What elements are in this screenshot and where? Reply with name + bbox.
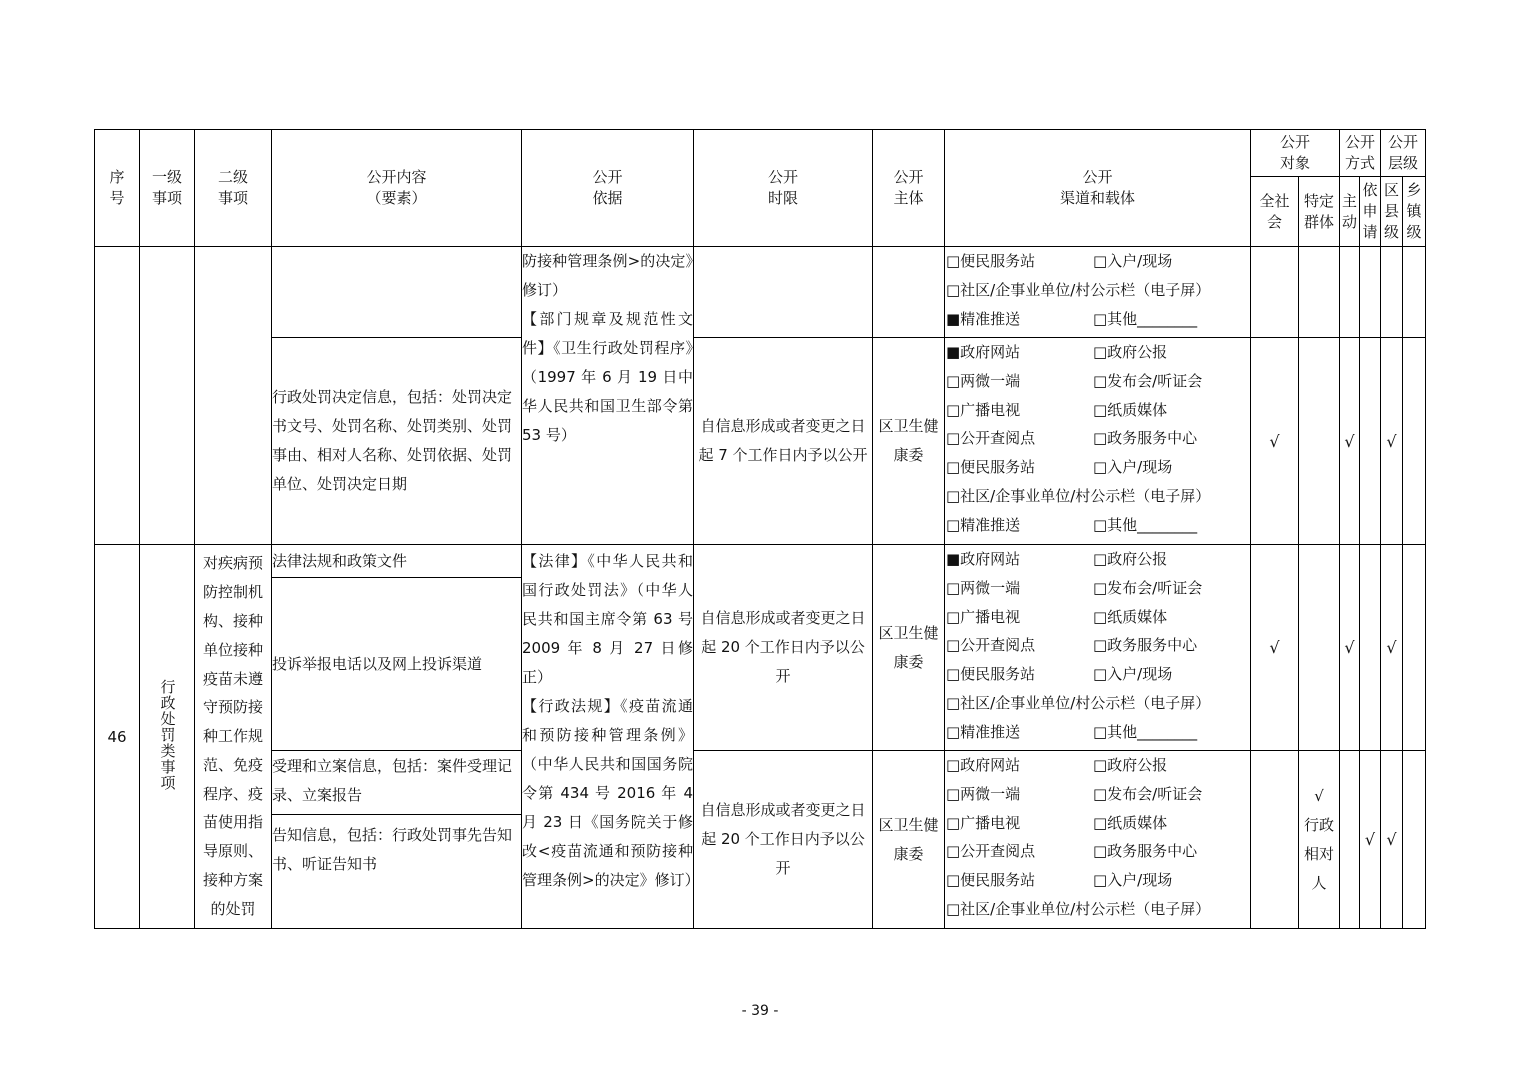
- disclosure-table: [94, 129, 1426, 929]
- check-mark: √: [1386, 830, 1397, 849]
- channel-option: □纸质媒体: [1093, 813, 1168, 832]
- header-level2: 二级 事项: [195, 130, 272, 247]
- channel-option: □社区/企事业单位/村公示栏（电子屏）: [946, 899, 1211, 918]
- channel-option: □广播电视: [946, 813, 1021, 832]
- check-mark: √: [1364, 830, 1376, 849]
- level2-text: 对疾病预防控制机构、接种单位接种疫苗未遵守预防接种工作规范、免疫程序、疫苗使用指导原则、接种方案的处罚: [202, 554, 263, 918]
- level1-text: 行政处罚类事项: [158, 678, 177, 791]
- channel-list-a: [945, 247, 1250, 333]
- header-basis: 公开 依据: [522, 130, 694, 247]
- channel-cell-46-2: [945, 751, 1251, 929]
- channel-list-46-1: [945, 545, 1250, 747]
- method-active-cell-a: [1340, 247, 1360, 338]
- channel-option: □政府网站: [946, 756, 1021, 774]
- header-level: 公开 层级: [1381, 130, 1426, 177]
- header-level1: 一级 事项: [140, 130, 195, 247]
- channel-option-row: [946, 866, 1250, 895]
- channel-option: □政府公报: [1093, 343, 1168, 361]
- channel-option-row: [946, 338, 1250, 367]
- time-cell-46-1: [694, 545, 873, 751]
- time-text-b: 自信息形成或者变更之日起 7 个工作日内予以公开: [698, 417, 868, 464]
- level-district-cell-a: [1381, 247, 1403, 338]
- level-town-cell-a: [1403, 247, 1426, 338]
- time-text-46-2: 自信息形成或者变更之日起 20 个工作日内予以公开: [700, 801, 866, 877]
- level-district-cell-46-1: [1381, 545, 1403, 751]
- channel-option-row: [946, 545, 1250, 574]
- channel-option: □其他________: [1093, 722, 1198, 741]
- method-apply-cell-a: [1360, 247, 1381, 338]
- channel-option: □两微一端: [946, 784, 1021, 803]
- header-method: 公开 方式: [1340, 130, 1381, 177]
- channel-option: ■政府网站: [946, 343, 1021, 361]
- channel-option: □便民服务站: [946, 871, 1036, 890]
- channel-option: □广播电视: [946, 400, 1021, 419]
- header-subject: 公开 主体: [873, 130, 945, 247]
- seq-number: 46: [107, 727, 127, 746]
- subject-text-b: 区卫生健康委: [878, 417, 939, 464]
- channel-option-row: [946, 631, 1250, 660]
- level-district-cell-46-2: [1381, 751, 1403, 929]
- channel-option-row: [946, 574, 1250, 603]
- channel-option-row: [946, 305, 1250, 334]
- channel-option-row: [946, 895, 1250, 924]
- channel-option-row: [946, 751, 1250, 780]
- channel-option: □政务服务中心: [1093, 429, 1198, 448]
- content-text-46-2: 投诉举报电话以及网上投诉渠道: [272, 654, 483, 673]
- subject-text-46-2: 区卫生健康委: [878, 815, 939, 863]
- channel-option-row: [946, 511, 1250, 540]
- channel-option: □两微一端: [946, 578, 1021, 597]
- content-text-b: 行政处罚决定信息，包括：处罚决定书文号、处罚名称、处罚类别、处罚事由、相对人名称、处罚依据、处罚单位、处罚决定日期: [272, 388, 513, 493]
- content-cell-a: [272, 247, 522, 338]
- check-mark: √: [1269, 638, 1280, 657]
- channel-option-row: [946, 780, 1250, 809]
- check-mark: √: [1386, 638, 1397, 657]
- basis-cell-prev: [522, 247, 694, 545]
- channel-option-row: [946, 247, 1250, 276]
- channel-option-row: [946, 276, 1250, 305]
- channel-option: □发布会/听证会: [1093, 578, 1203, 597]
- method-active-cell-46-2: [1340, 751, 1360, 929]
- channel-option: □便民服务站: [946, 252, 1036, 270]
- check-mark: √: [1386, 431, 1397, 451]
- subject-text-46-1: 区卫生健康委: [878, 623, 939, 671]
- header-content: 公开内容 （要素）: [272, 130, 522, 247]
- content-cell-b: [272, 338, 522, 545]
- header-level-district: 区 县 级: [1381, 177, 1403, 247]
- seq-cell-prev: [95, 247, 140, 545]
- channel-option: □公开查阅点: [946, 429, 1036, 448]
- subject-cell-46-1: [873, 545, 945, 751]
- level-town-cell-b: [1403, 338, 1426, 545]
- channel-option: □入户/现场: [1093, 458, 1173, 477]
- content-text-46-4: 告知信息，包括：行政处罚事先告知书、听证告知书: [272, 826, 513, 873]
- channel-option: □公开查阅点: [946, 636, 1036, 655]
- content-cell-46-4: [272, 815, 522, 929]
- channel-option: □便民服务站: [946, 458, 1036, 477]
- content-cell-46-2: [272, 578, 522, 751]
- subject-cell-46-2: [873, 751, 945, 929]
- channel-option: □社区/企事业单位/村公示栏（电子屏）: [946, 486, 1211, 505]
- object-all-cell-a: [1251, 247, 1299, 338]
- channel-option: □入户/现场: [1093, 252, 1173, 270]
- channel-option: □便民服务站: [946, 665, 1036, 684]
- object-group-cell-46-2: [1299, 751, 1340, 929]
- level2-cell-46: [195, 545, 272, 929]
- header-time: 公开 时限: [694, 130, 873, 247]
- subject-cell-b: [873, 338, 945, 545]
- channel-option: □公开查阅点: [946, 842, 1036, 861]
- seq-cell-46: [95, 545, 140, 929]
- channel-option-row: [946, 482, 1250, 511]
- channel-option-row: [946, 660, 1250, 689]
- level-district-cell-b: [1381, 338, 1403, 545]
- channel-option: □其他________: [1093, 515, 1198, 534]
- object-all-cell-b: [1251, 338, 1299, 545]
- header-method-apply: 依 申 请: [1360, 177, 1381, 247]
- channel-option: ■精准推送: [946, 309, 1021, 328]
- subject-cell-a: [873, 247, 945, 338]
- check-mark: √: [1344, 638, 1355, 657]
- content-cell-46-3: [272, 751, 522, 815]
- channel-option: □社区/企事业单位/村公示栏（电子屏）: [946, 280, 1211, 299]
- channel-option: □政务服务中心: [1093, 842, 1198, 861]
- channel-option: □精准推送: [946, 515, 1021, 534]
- method-apply-cell-46-1: [1360, 545, 1381, 751]
- level-town-cell-46-1: [1403, 545, 1426, 751]
- channel-option-row: [946, 837, 1250, 866]
- channel-list-b: [945, 338, 1250, 540]
- method-apply-cell-46-2: [1360, 751, 1381, 929]
- time-cell-b: [694, 338, 873, 545]
- channel-option-row: [946, 718, 1250, 747]
- method-apply-cell-b: [1360, 338, 1381, 545]
- channel-option: □社区/企事业单位/村公示栏（电子屏）: [946, 693, 1211, 712]
- object-all-cell-46-1: [1251, 545, 1299, 751]
- channel-option: □两微一端: [946, 371, 1021, 390]
- channel-option: □政务服务中心: [1093, 636, 1198, 655]
- channel-option: □入户/现场: [1093, 871, 1173, 890]
- channel-option-row: [946, 367, 1250, 396]
- check-mark: √: [1344, 431, 1355, 451]
- header-channel: 公开 渠道和载体: [945, 130, 1251, 247]
- channel-cell-a: [945, 247, 1251, 338]
- level2-cell-prev: [195, 247, 272, 545]
- method-active-cell-46-1: [1340, 545, 1360, 751]
- channel-option-row: [946, 603, 1250, 632]
- object-group-cell-a: [1299, 247, 1340, 338]
- header-object-all: 全社 会: [1251, 177, 1299, 247]
- channel-cell-b: [945, 338, 1251, 545]
- object-all-cell-46-2: [1251, 751, 1299, 929]
- channel-option: □纸质媒体: [1093, 400, 1168, 419]
- header-seq: 序 号: [95, 130, 140, 247]
- channel-option-row: [946, 424, 1250, 453]
- content-cell-46-1: [272, 545, 522, 578]
- channel-option: ■政府网站: [946, 550, 1021, 568]
- channel-cell-46-1: [945, 545, 1251, 751]
- method-active-cell-b: [1340, 338, 1360, 545]
- header-level-town: 乡 镇 级: [1403, 177, 1426, 247]
- content-text-46-3: 受理和立案信息，包括：案件受理记录、立案报告: [272, 757, 513, 804]
- header-method-active: 主 动: [1340, 177, 1360, 247]
- channel-option: □纸质媒体: [1093, 607, 1168, 626]
- channel-option-row: [946, 396, 1250, 425]
- channel-option-row: [946, 809, 1250, 838]
- channel-option: □其他________: [1093, 309, 1198, 328]
- level1-cell-prev: [140, 247, 195, 545]
- content-text-46-1: 法律法规和政策文件: [272, 551, 408, 570]
- channel-option-row: [946, 453, 1250, 482]
- channel-option: □发布会/听证会: [1093, 784, 1203, 803]
- channel-option: □政府公报: [1093, 756, 1168, 774]
- channel-list-46-2: [945, 751, 1250, 924]
- basis-text-46: 【法律】《中华人民共和国行政处罚法》（中华人民共和国主席令第 63 号 2009 年 8 月 27 日修正） 【行政法规】《疫苗流通和预防接种管理条例》（中华人民共和国国务院令第 434 号 2016 年 4 月 23 日《国务院关于修改<疫苗流通和预防接种管理条例>的决定》修订）: [522, 552, 700, 889]
- object-group-cell-b: [1299, 338, 1340, 545]
- channel-option-row: [946, 689, 1250, 718]
- object-group-text: √ 行政 相对 人: [1304, 786, 1335, 892]
- level1-cell-46: [140, 545, 195, 929]
- channel-option: □精准推送: [946, 722, 1021, 741]
- time-text-46-1: 自信息形成或者变更之日起 20 个工作日内予以公开: [700, 609, 866, 685]
- channel-option: □入户/现场: [1093, 665, 1173, 684]
- page-number: - 39 -: [741, 1003, 779, 1019]
- level-town-cell-46-2: [1403, 751, 1426, 929]
- object-group-cell-46-1: [1299, 545, 1340, 751]
- basis-text-prev: 防接种管理条例>的决定》修订） 【部门规章及规范性文件】《卫生行政处罚程序》（1997 年 6 月 19 日中华人民共和国卫生部令第 53 号）: [522, 252, 693, 444]
- channel-option: □发布会/听证会: [1093, 371, 1203, 390]
- header-object-group: 特定 群体: [1299, 177, 1340, 247]
- time-cell-46-2: [694, 751, 873, 929]
- check-mark: √: [1269, 431, 1280, 451]
- basis-cell-46: [522, 545, 700, 929]
- header-object: 公开 对象: [1251, 130, 1340, 177]
- channel-option: □政府公报: [1093, 550, 1168, 568]
- channel-option: □广播电视: [946, 607, 1021, 626]
- time-cell-a: [694, 247, 873, 338]
